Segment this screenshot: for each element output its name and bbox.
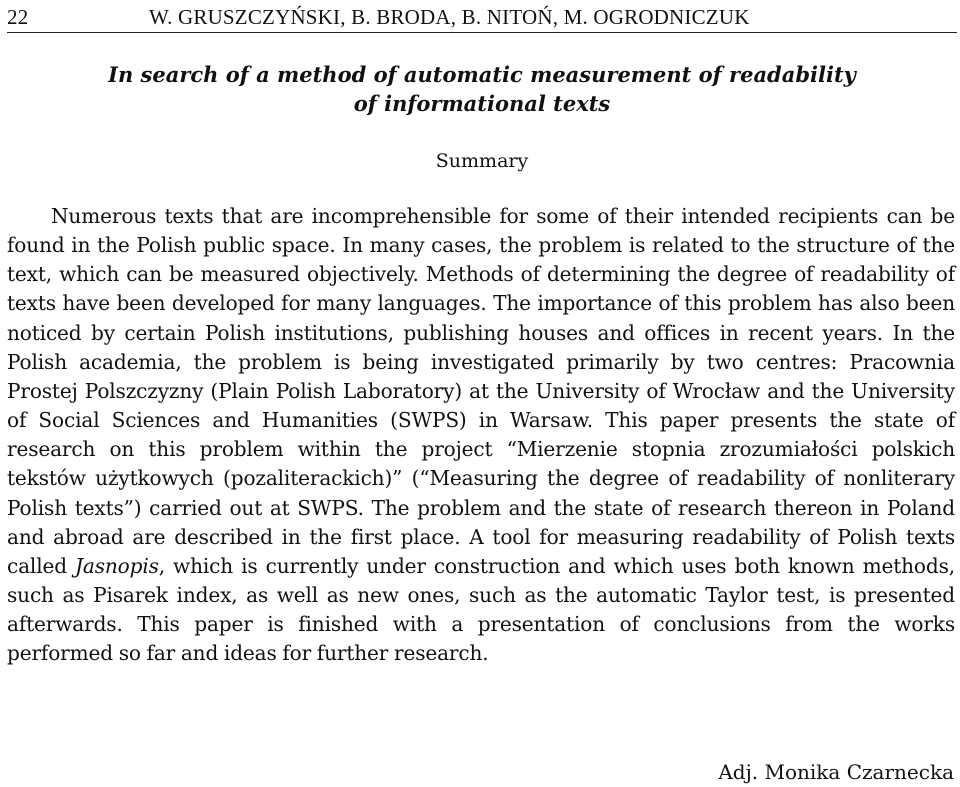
summary-heading: Summary bbox=[435, 150, 529, 172]
running-header bbox=[7, 2, 957, 33]
page bbox=[7, 0, 957, 787]
summary-paragraph bbox=[7, 202, 955, 669]
summary-text-part-1: Numerous texts that are incomprehensible for some of their intended recipients can be found in the Polish public space. In many cases, the problem is related to the structure of the text, which can be measured objectively. Methods of determining the degree of readability of texts have been developed for many languages. The importance of this problem has also been noticed by certain Polish institutions, publishing houses and offices in recent years. In the Polish academia, the problem is being investigated primarily by two centres: Pracownia Prostej Polszczyzny (Plain Polish Laboratory) at the University of Wrocław and the University of Social Sciences and Humanities (SWPS) in Warsaw. This paper presents the state of research on this problem within the project “Mierzenie stopnia zrozumiałości polskich tekstów użytkowych (pozaliterackich)” (“Measuring the degree of readability of nonliterary Polish texts”) carried out at SWPS. The problem and the state of research thereon in Poland and abroad are described in the first place. A tool for measuring readability of Polish texts called bbox=[7, 204, 955, 578]
article-title-line-1: In search of a method of automatic measurement of readability bbox=[108, 62, 856, 87]
summary-text-part-2: , which is currently under construction and which uses both known methods, such as Pisarek index, as well as new ones, such as the automatic Taylor test, is presented afterwards. This paper is finished with a presentation of conclusions from the works performed so far and ideas for further research. bbox=[7, 553, 955, 666]
page-number: 22 bbox=[7, 5, 29, 29]
article-title bbox=[7, 60, 957, 118]
running-head-authors: W. GRUSZCZYŃSKI, B. BRODA, B. NITOŃ, M. OGRODNICZUK bbox=[149, 5, 750, 29]
translator-credit: Adj. Monika Czarnecka bbox=[718, 760, 954, 784]
tool-name: Jasnopis bbox=[74, 553, 159, 578]
article-title-line-2: of informational texts bbox=[353, 91, 611, 116]
